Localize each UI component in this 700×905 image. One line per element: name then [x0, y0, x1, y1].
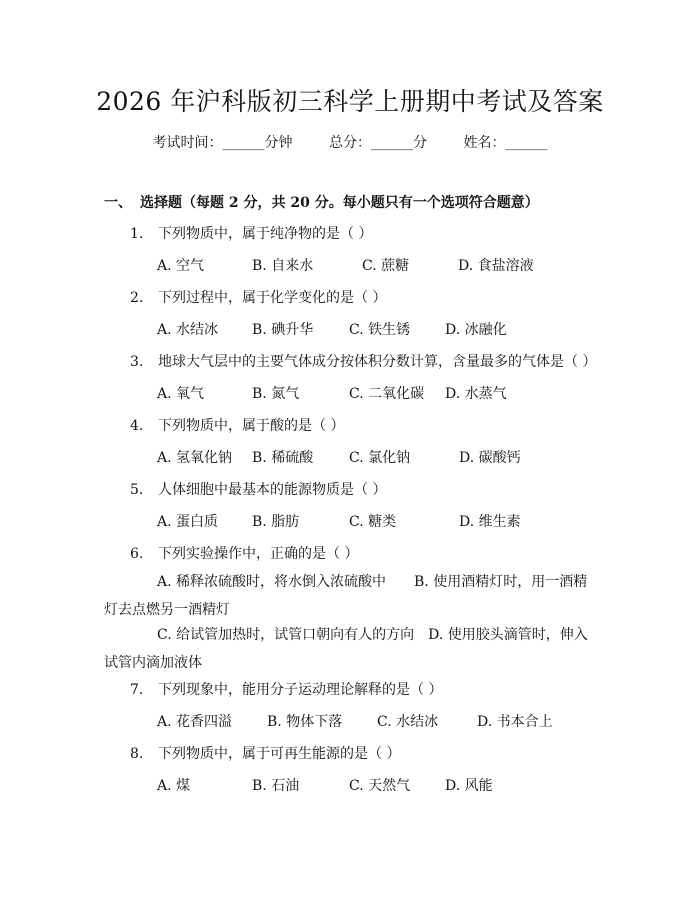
question-number: 4.	[130, 418, 144, 434]
question-number: 3.	[130, 354, 144, 370]
option-d: D. 维生素	[459, 514, 521, 530]
option-c: C. 蔗糖	[362, 258, 410, 274]
option-c: C. 铁生锈	[349, 322, 411, 338]
option-a: A. 空气	[157, 258, 205, 274]
question-6	[130, 543, 358, 563]
option-c: C. 氯化钠	[349, 450, 411, 466]
question-5-options	[157, 511, 521, 531]
question-text: 下列物质中，属于酸的是（ ）	[158, 418, 345, 434]
option-c: C. 二氧化碳	[349, 386, 425, 402]
exam-time-field: 考试时间：______分钟	[152, 135, 293, 151]
option-a: A. 蛋白质	[157, 514, 219, 530]
section-heading	[104, 192, 539, 212]
question-4-options	[157, 447, 521, 467]
option-b: B. 氮气	[252, 386, 300, 402]
option-d: D. 食盐溶液	[458, 258, 534, 274]
question-3	[130, 351, 596, 371]
question-number: 8.	[130, 746, 144, 762]
option-b: B. 物体下落	[267, 714, 343, 730]
question-text: 下列物质中，属于纯净物的是（ ）	[158, 226, 373, 242]
question-text: 地球大气层中的主要气体成分按体积分数计算，含量最多的气体是（ ）	[158, 354, 597, 370]
question-4	[130, 415, 344, 435]
option-a: A. 氧气	[157, 386, 205, 402]
option-d: D. 冰融化	[445, 322, 507, 338]
question-1-options	[157, 255, 534, 275]
option-d: D. 书本合上	[477, 714, 553, 730]
question-3-options	[157, 383, 507, 403]
option-d: D. 水蒸气	[445, 386, 507, 402]
question-7	[130, 679, 442, 699]
option-d: D. 碳酸钙	[459, 450, 521, 466]
option-a: A. 水结冰	[157, 322, 219, 338]
exam-title: 2026 年沪科版初三科学上册期中考试及答案	[96, 87, 604, 116]
question-2-options	[157, 319, 507, 339]
option-b: B. 自来水	[252, 258, 314, 274]
question-text: 下列现象中，能用分子运动理论解释的是（ ）	[158, 682, 443, 698]
question-number: 5.	[130, 482, 144, 498]
question-1	[130, 223, 372, 243]
option-d: D. 风能	[445, 778, 493, 794]
option-a: A. 花香四溢	[157, 714, 233, 730]
option-b: B. 稀硫酸	[252, 450, 314, 466]
question-text: 下列实验操作中，正确的是（ ）	[158, 546, 359, 562]
option-b: B. 脂肪	[252, 514, 300, 530]
question-8	[130, 743, 400, 763]
option-c: C. 天然气	[349, 778, 411, 794]
option-c: C. 糖类	[349, 514, 397, 530]
question-number: 7.	[130, 682, 144, 698]
question-number: 2.	[130, 290, 144, 306]
section-number: 一、	[104, 195, 132, 211]
question-5	[130, 479, 386, 499]
question-8-options	[157, 775, 493, 795]
option-a: A. 煤	[157, 778, 191, 794]
question-text: 下列物质中，属于可再生能源的是（ ）	[158, 746, 401, 762]
option-b: B. 石油	[252, 778, 300, 794]
question-6-options-ab: A. 稀释浓硫酸时，将水倒入浓硫酸中 B. 使用酒精灯时，用一酒精灯去点燃另一酒精灯	[104, 574, 588, 618]
question-text: 下列过程中，属于化学变化的是（ ）	[158, 290, 387, 306]
option-b: B. 碘升华	[252, 322, 314, 338]
section-title: 选择题（每题 2 分，共 20 分。每小题只有一个选项符合题意）	[140, 195, 539, 211]
question-2	[130, 287, 386, 307]
exam-info	[0, 132, 700, 152]
question-number: 1.	[130, 226, 144, 242]
total-score-field: 总分：______分	[329, 135, 427, 151]
option-c: C. 水结冰	[377, 714, 439, 730]
student-name-field: 姓名：______	[463, 135, 548, 151]
question-number: 6.	[130, 546, 144, 562]
option-a: A. 氢氧化钠	[157, 450, 233, 466]
question-6-options-cd: C. 给试管加热时，试管口朝向有人的方向 D. 使用胶头滴管时，伸入试管内滴加液体	[104, 627, 588, 671]
question-text: 人体细胞中最基本的能源物质是（ ）	[158, 482, 387, 498]
question-7-options	[157, 711, 553, 731]
